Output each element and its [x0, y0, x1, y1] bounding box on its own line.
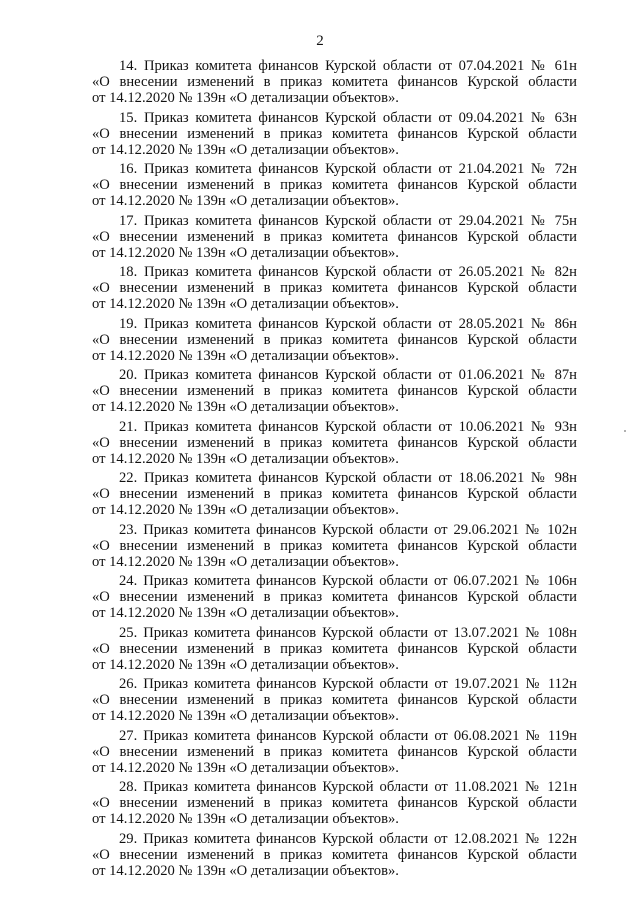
item-number: 22.: [119, 470, 138, 486]
order-list: [92, 58, 577, 882]
order-line-1: [92, 522, 577, 538]
item-number: 21.: [119, 418, 138, 435]
item-number: 15.: [119, 109, 138, 126]
order-prefix: Приказ комитета финансов Курской области от: [143, 161, 452, 177]
number-sign: №: [524, 779, 542, 795]
order-number: 86н: [554, 315, 577, 332]
number-sign: №: [530, 418, 548, 435]
order-prefix: Приказ комитета финансов Курской области от: [143, 418, 452, 435]
order-line-1: [92, 419, 577, 435]
order-prefix: Приказ комитета финансов Курской области от: [143, 779, 448, 795]
page-number: 2: [316, 33, 324, 49]
order-prefix: Приказ комитета финансов Курской области от: [143, 109, 452, 126]
order-date: 29.04.2021: [458, 212, 525, 229]
order-number: 119н: [547, 727, 577, 744]
order-line-3: от 14.12.2020 № 139н «О детализации объектов».: [92, 708, 399, 724]
order-line-2: «О внесении изменений в приказ комитета финансов Курской области: [92, 846, 577, 863]
order-number: 82н: [554, 264, 577, 280]
order-line-2: «О внесении изменений в приказ комитета финансов Курской области: [92, 434, 577, 451]
list-item: [92, 625, 577, 673]
order-line-2: «О внесении изменений в приказ комитета финансов Курской области: [92, 537, 577, 554]
order-prefix: Приказ комитета финансов Курской области от: [143, 676, 448, 692]
number-sign: №: [530, 161, 548, 177]
list-item: [92, 779, 577, 827]
order-prefix: Приказ комитета финансов Курской области от: [143, 573, 448, 589]
list-item: [92, 367, 577, 415]
order-date: 28.05.2021: [458, 315, 525, 332]
item-number: 26.: [119, 676, 138, 692]
order-prefix: Приказ комитета финансов Курской области от: [143, 521, 448, 538]
item-number: 19.: [119, 315, 138, 332]
item-number: 23.: [119, 521, 138, 538]
list-item: [92, 213, 577, 261]
order-line-1: [92, 573, 577, 589]
order-line-2: «О внесении изменений в приказ комитета финансов Курской области: [92, 692, 577, 708]
order-prefix: Приказ комитета финансов Курской области от: [143, 727, 448, 744]
order-line-3: от 14.12.2020 № 139н «О детализации объектов».: [92, 141, 399, 158]
item-number: 20.: [119, 367, 138, 383]
order-prefix: Приказ комитета финансов Курской области от: [143, 212, 452, 229]
list-item: [92, 161, 577, 209]
order-date: 13.07.2021: [453, 624, 520, 641]
order-date: 12.08.2021: [453, 830, 520, 847]
order-date: 11.08.2021: [453, 779, 519, 795]
order-number: 108н: [547, 624, 577, 641]
order-number: 98н: [554, 470, 577, 486]
number-sign: №: [530, 58, 548, 74]
order-line-2: «О внесении изменений в приказ комитета финансов Курской области: [92, 743, 577, 760]
list-item: [92, 316, 577, 364]
number-sign: №: [530, 315, 548, 332]
order-date: 06.07.2021: [453, 573, 520, 589]
order-number: 102н: [547, 521, 577, 538]
order-line-1: [92, 676, 577, 692]
order-line-3: от 14.12.2020 № 139н «О детализации объектов».: [92, 347, 399, 364]
order-line-1: [92, 58, 577, 74]
order-line-3: от 14.12.2020 № 139н «О детализации объектов».: [92, 605, 399, 621]
order-prefix: Приказ комитета финансов Курской области от: [143, 367, 452, 383]
order-number: 106н: [547, 573, 577, 589]
order-line-3: от 14.12.2020 № 139н «О детализации объектов».: [92, 553, 399, 570]
order-date: 18.06.2021: [458, 470, 525, 486]
item-number: 28.: [119, 779, 138, 795]
order-line-3: от 14.12.2020 № 139н «О детализации объектов».: [92, 759, 399, 776]
order-date: 10.06.2021: [458, 418, 525, 435]
order-line-2: «О внесении изменений в приказ комитета финансов Курской области: [92, 331, 577, 348]
order-line-3: от 14.12.2020 № 139н «О детализации объектов».: [92, 296, 399, 312]
order-line-1: [92, 110, 577, 126]
list-item: [92, 676, 577, 724]
order-line-3: от 14.12.2020 № 139н «О детализации объектов».: [92, 90, 399, 106]
order-line-1: [92, 264, 577, 280]
order-line-2: «О внесении изменений в приказ комитета финансов Курской области: [92, 74, 577, 90]
list-item: [92, 728, 577, 776]
number-sign: №: [525, 676, 542, 692]
number-sign: №: [525, 830, 542, 847]
order-prefix: Приказ комитета финансов Курской области от: [143, 624, 448, 641]
order-line-3: от 14.12.2020 № 139н «О детализации объектов».: [92, 502, 399, 518]
order-line-2: «О внесении изменений в приказ комитета финансов Курской области: [92, 228, 577, 245]
order-line-2: «О внесении изменений в приказ комитета финансов Курской области: [92, 795, 577, 811]
order-line-2: «О внесении изменений в приказ комитета финансов Курской области: [92, 589, 577, 605]
order-date: 06.08.2021: [453, 727, 520, 744]
item-number: 27.: [119, 727, 138, 744]
order-line-3: от 14.12.2020 № 139н «О детализации объектов».: [92, 399, 399, 415]
number-sign: №: [525, 624, 542, 641]
order-date: 07.04.2021: [458, 58, 525, 74]
order-number: 63н: [554, 109, 577, 126]
scan-speck: [624, 430, 626, 432]
order-date: 19.07.2021: [453, 676, 520, 692]
item-number: 25.: [119, 624, 138, 641]
order-line-3: от 14.12.2020 № 139н «О детализации объектов».: [92, 656, 399, 673]
number-sign: №: [525, 727, 542, 744]
order-line-1: [92, 728, 577, 744]
order-date: 29.06.2021: [453, 521, 520, 538]
order-line-2: «О внесении изменений в приказ комитета финансов Курской области: [92, 640, 577, 657]
order-number: 121н: [547, 779, 577, 795]
number-sign: №: [525, 573, 542, 589]
list-item: [92, 264, 577, 312]
order-prefix: Приказ комитета финансов Курской области от: [143, 830, 448, 847]
order-line-2: «О внесении изменений в приказ комитета финансов Курской области: [92, 383, 577, 399]
order-line-1: [92, 625, 577, 641]
number-sign: №: [530, 109, 548, 126]
list-item: [92, 522, 577, 570]
order-prefix: Приказ комитета финансов Курской области от: [143, 58, 452, 74]
list-item: [92, 470, 577, 518]
order-number: 72н: [554, 161, 577, 177]
item-number: 24.: [119, 573, 138, 589]
order-line-2: «О внесении изменений в приказ комитета финансов Курской области: [92, 486, 577, 502]
list-item: [92, 831, 577, 879]
order-line-2: «О внесении изменений в приказ комитета финансов Курской области: [92, 125, 577, 142]
item-number: 29.: [119, 830, 138, 847]
item-number: 18.: [119, 264, 138, 280]
order-line-1: [92, 831, 577, 847]
order-line-1: [92, 213, 577, 229]
order-number: 87н: [554, 367, 577, 383]
order-date: 21.04.2021: [458, 161, 525, 177]
item-number: 14.: [119, 58, 138, 74]
number-sign: №: [530, 212, 548, 229]
list-item: [92, 110, 577, 158]
order-number: 61н: [554, 58, 577, 74]
order-prefix: Приказ комитета финансов Курской области от: [143, 264, 452, 280]
order-line-3: от 14.12.2020 № 139н «О детализации объектов».: [92, 811, 399, 827]
order-line-2: «О внесении изменений в приказ комитета финансов Курской области: [92, 280, 577, 296]
list-item: [92, 58, 577, 106]
order-line-3: от 14.12.2020 № 139н «О детализации объектов».: [92, 244, 399, 261]
order-line-2: «О внесении изменений в приказ комитета финансов Курской области: [92, 177, 577, 193]
order-line-1: [92, 316, 577, 332]
item-number: 16.: [119, 161, 138, 177]
order-number: 93н: [554, 418, 577, 435]
order-prefix: Приказ комитета финансов Курской области от: [143, 315, 452, 332]
order-line-1: [92, 470, 577, 486]
order-number: 75н: [554, 212, 577, 229]
list-item: [92, 419, 577, 467]
order-line-3: от 14.12.2020 № 139н «О детализации объектов».: [92, 862, 399, 879]
list-item: [92, 573, 577, 621]
order-line-1: [92, 161, 577, 177]
number-sign: №: [530, 470, 548, 486]
order-prefix: Приказ комитета финансов Курской области от: [143, 470, 452, 486]
order-line-1: [92, 367, 577, 383]
order-line-3: от 14.12.2020 № 139н «О детализации объектов».: [92, 193, 399, 209]
order-line-3: от 14.12.2020 № 139н «О детализации объектов».: [92, 450, 399, 467]
number-sign: №: [530, 264, 548, 280]
order-number: 112н: [547, 676, 577, 692]
order-date: 26.05.2021: [458, 264, 525, 280]
order-line-1: [92, 779, 577, 795]
item-number: 17.: [119, 212, 138, 229]
number-sign: №: [530, 367, 548, 383]
order-date: 01.06.2021: [458, 367, 525, 383]
order-number: 122н: [547, 830, 577, 847]
number-sign: №: [525, 521, 542, 538]
order-date: 09.04.2021: [458, 109, 525, 126]
